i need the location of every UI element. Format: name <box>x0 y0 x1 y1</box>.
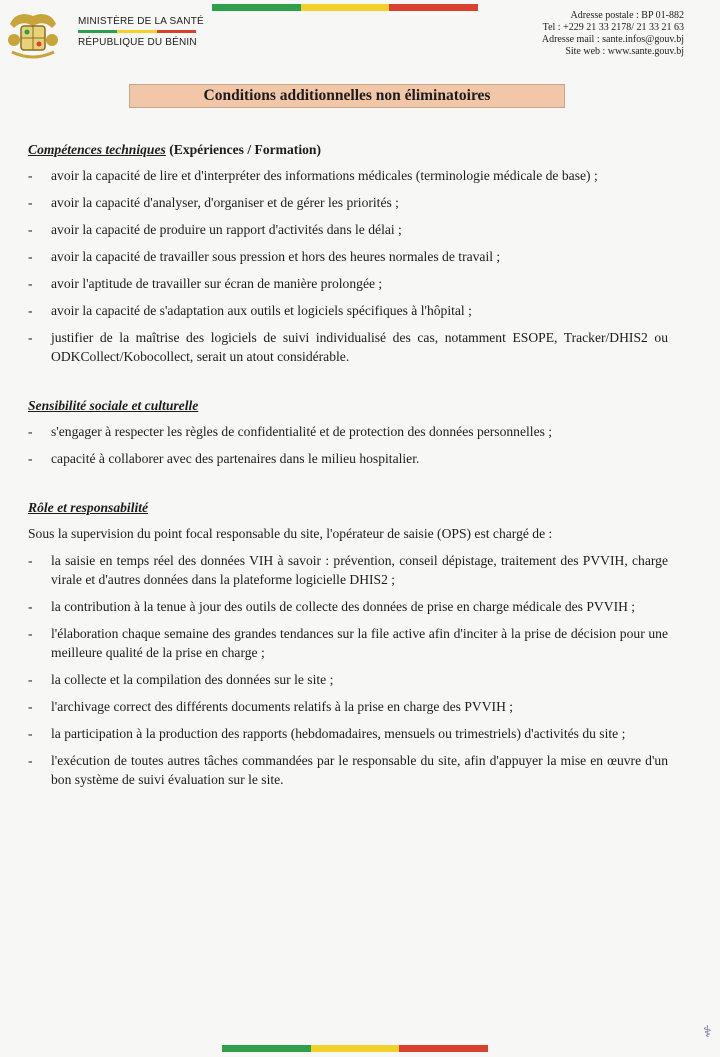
bullet-dash: - <box>28 195 33 210</box>
bullet-dash: - <box>28 753 33 768</box>
divider-yellow <box>117 30 156 33</box>
bullet-dash: - <box>28 599 33 614</box>
list-item <box>28 328 668 366</box>
document-title: Conditions additionnelles non éliminatoires <box>129 84 565 108</box>
ministry-block <box>78 16 204 48</box>
divider-red <box>157 30 196 33</box>
role-heading: Rôle et responsabilité <box>28 500 149 515</box>
section-social-heading <box>28 396 668 415</box>
bullet-dash: - <box>28 249 33 264</box>
bullet-dash: - <box>28 699 33 714</box>
flag-red <box>399 1045 488 1052</box>
technical-heading-suffix: (Expériences / Formation) <box>165 142 321 157</box>
list-item-text: s'engager à respecter les règles de confidentialité et de protection des données personnelles ; <box>51 424 553 439</box>
list-item-text: avoir la capacité d'analyser, d'organiser et de gérer les priorités ; <box>51 195 399 210</box>
list-item-text: l'archivage correct des différents documents relatifs à la prise en charge des PVVIH ; <box>51 699 514 714</box>
bullet-dash: - <box>28 451 33 466</box>
list-item-text: la saisie en temps réel des données VIH à savoir : prévention, conseil dépistage, traitement des PVVIH, charge virale et d'autres données dans la plateforme logicielle DHIS2 ; <box>51 553 668 587</box>
email: Adresse mail : sante.infos@gouv.bj <box>541 34 684 45</box>
list-item-text: l'exécution de toutes autres tâches commandées par le responsable du site, afin d'appuyer la mise en œuvre d'un bon système de suivi évaluation sur le site. <box>51 753 668 787</box>
bottom-flag-bar <box>222 1045 488 1052</box>
bullet-dash: - <box>28 626 33 641</box>
list-item-text: avoir l'aptitude de travailler sur écran de manière prolongée ; <box>51 276 383 291</box>
bullet-dash: - <box>28 303 33 318</box>
list-item <box>28 697 668 716</box>
flag-yellow <box>311 1045 400 1052</box>
bullet-dash: - <box>28 168 33 183</box>
social-list <box>28 422 668 468</box>
postal-address: Adresse postale : BP 01-882 <box>570 10 684 21</box>
list-item-text: l'élaboration chaque semaine des grandes tendances sur la file active afin d'inciter à la prise de décision pour une meilleure qualité de la prise en charge ; <box>51 626 668 660</box>
bullet-dash: - <box>28 222 33 237</box>
flag-yellow <box>301 4 390 11</box>
list-item <box>28 551 668 589</box>
list-item-text: avoir la capacité de produire un rapport d'activités dans le délai ; <box>51 222 402 237</box>
document-body <box>28 140 668 797</box>
list-item <box>28 193 668 212</box>
top-flag-bar <box>212 4 478 11</box>
flag-red <box>389 4 478 11</box>
corner-mark-icon: ⚕ <box>703 1024 712 1041</box>
list-item <box>28 597 668 616</box>
technical-list <box>28 166 668 366</box>
list-item <box>28 724 668 743</box>
list-item <box>28 449 668 468</box>
phone: Tel : +229 21 33 2178/ 21 33 21 63 <box>542 22 684 33</box>
list-item <box>28 301 668 320</box>
list-item <box>28 166 668 185</box>
technical-heading: Compétences techniques <box>28 142 166 157</box>
list-item <box>28 247 668 266</box>
flag-green <box>222 1045 311 1052</box>
list-item-text: la contribution à la tenue à jour des outils de collecte des données de prise en charge médicale des PVVIH ; <box>51 599 636 614</box>
divider-green <box>78 30 117 33</box>
bullet-dash: - <box>28 726 33 741</box>
ministry-name: MINISTÈRE DE LA SANTÉ <box>78 16 204 27</box>
coat-of-arms-icon <box>4 6 62 62</box>
website: Site web : www.sante.gouv.bj <box>565 46 684 57</box>
section-role-heading <box>28 498 668 517</box>
list-item-text: justifier de la maîtrise des logiciels de suivi individualisé des cas, notamment ESOPE, Tracker/DHIS2 ou ODKCollect/Kobocollect, serait un atout considérable. <box>51 330 668 364</box>
role-intro: Sous la supervision du point focal responsable du site, l'opérateur de saisie (OPS) est chargé de : <box>28 526 553 541</box>
bullet-dash: - <box>28 672 33 687</box>
list-item <box>28 274 668 293</box>
list-item <box>28 751 668 789</box>
list-item-text: la participation à la production des rapports (hebdomadaires, mensuels ou trimestriels) d'activités du site ; <box>51 726 626 741</box>
social-heading: Sensibilité sociale et culturelle <box>28 398 199 413</box>
role-list <box>28 551 668 789</box>
republic-name: RÉPUBLIQUE DU BÉNIN <box>78 37 197 48</box>
list-item <box>28 670 668 689</box>
bullet-dash: - <box>28 330 33 345</box>
list-item <box>28 624 668 662</box>
list-item <box>28 220 668 239</box>
list-item-text: la collecte et la compilation des données sur le site ; <box>51 672 334 687</box>
list-item-text: avoir la capacité de s'adaptation aux outils et logiciels spécifiques à l'hôpital ; <box>51 303 472 318</box>
list-item-text: avoir la capacité de travailler sous pression et hors des heures normales de travail ; <box>51 249 501 264</box>
list-item <box>28 422 668 441</box>
ministry-divider <box>78 30 196 33</box>
flag-green <box>212 4 301 11</box>
section-technical-heading <box>28 140 668 159</box>
bullet-dash: - <box>28 276 33 291</box>
bullet-dash: - <box>28 424 33 439</box>
bullet-dash: - <box>28 553 33 568</box>
list-item-text: avoir la capacité de lire et d'interpréter des informations médicales (terminologie médicale de base) ; <box>51 168 598 183</box>
list-item-text: capacité à collaborer avec des partenaires dans le milieu hospitalier. <box>51 451 420 466</box>
contact-block <box>542 10 684 58</box>
